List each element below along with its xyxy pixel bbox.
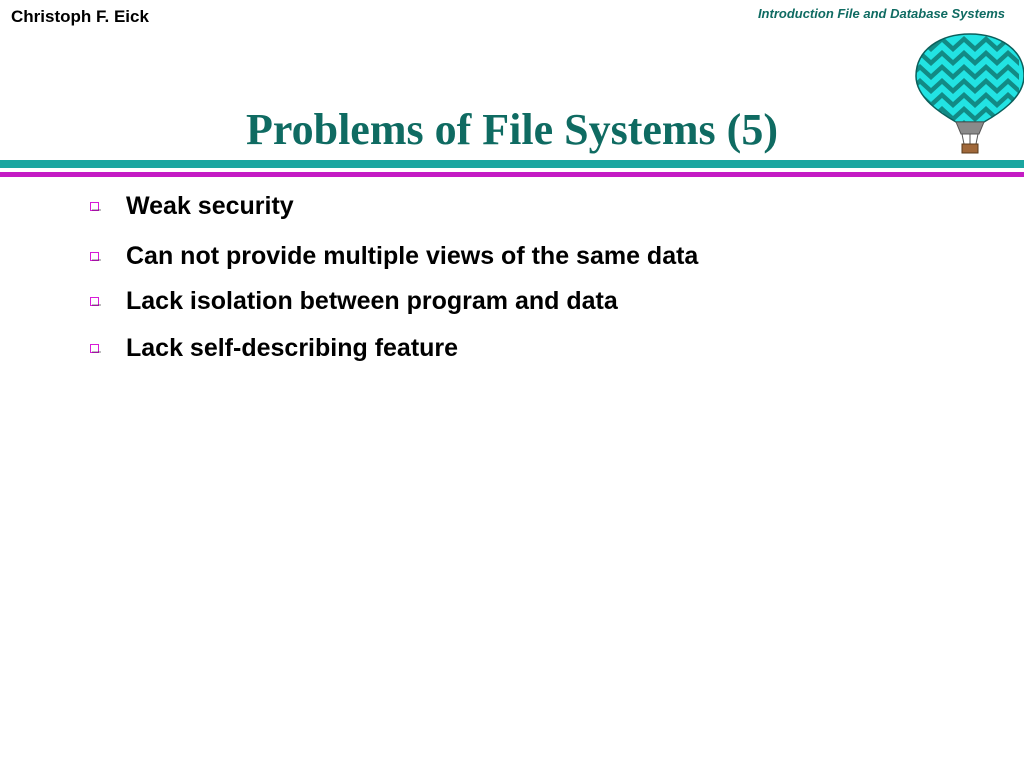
square-bullet-icon — [90, 252, 99, 261]
magenta-divider — [0, 172, 1024, 177]
bullet-text: Weak security — [126, 192, 294, 220]
square-bullet-icon — [90, 297, 99, 306]
teal-divider — [0, 160, 1024, 168]
bullet-text: Can not provide multiple views of the same data — [126, 242, 699, 270]
bullet-text: Lack isolation between program and data — [126, 287, 618, 315]
bullet-text: Lack self-describing feature — [126, 334, 459, 362]
square-bullet-icon — [90, 202, 99, 211]
square-bullet-icon — [90, 344, 99, 353]
slide-title: Problems of File Systems (5) — [246, 105, 778, 154]
course-title: Introduction File and Database Systems — [757, 6, 1005, 21]
author-name: Christoph F. Eick — [11, 7, 149, 26]
